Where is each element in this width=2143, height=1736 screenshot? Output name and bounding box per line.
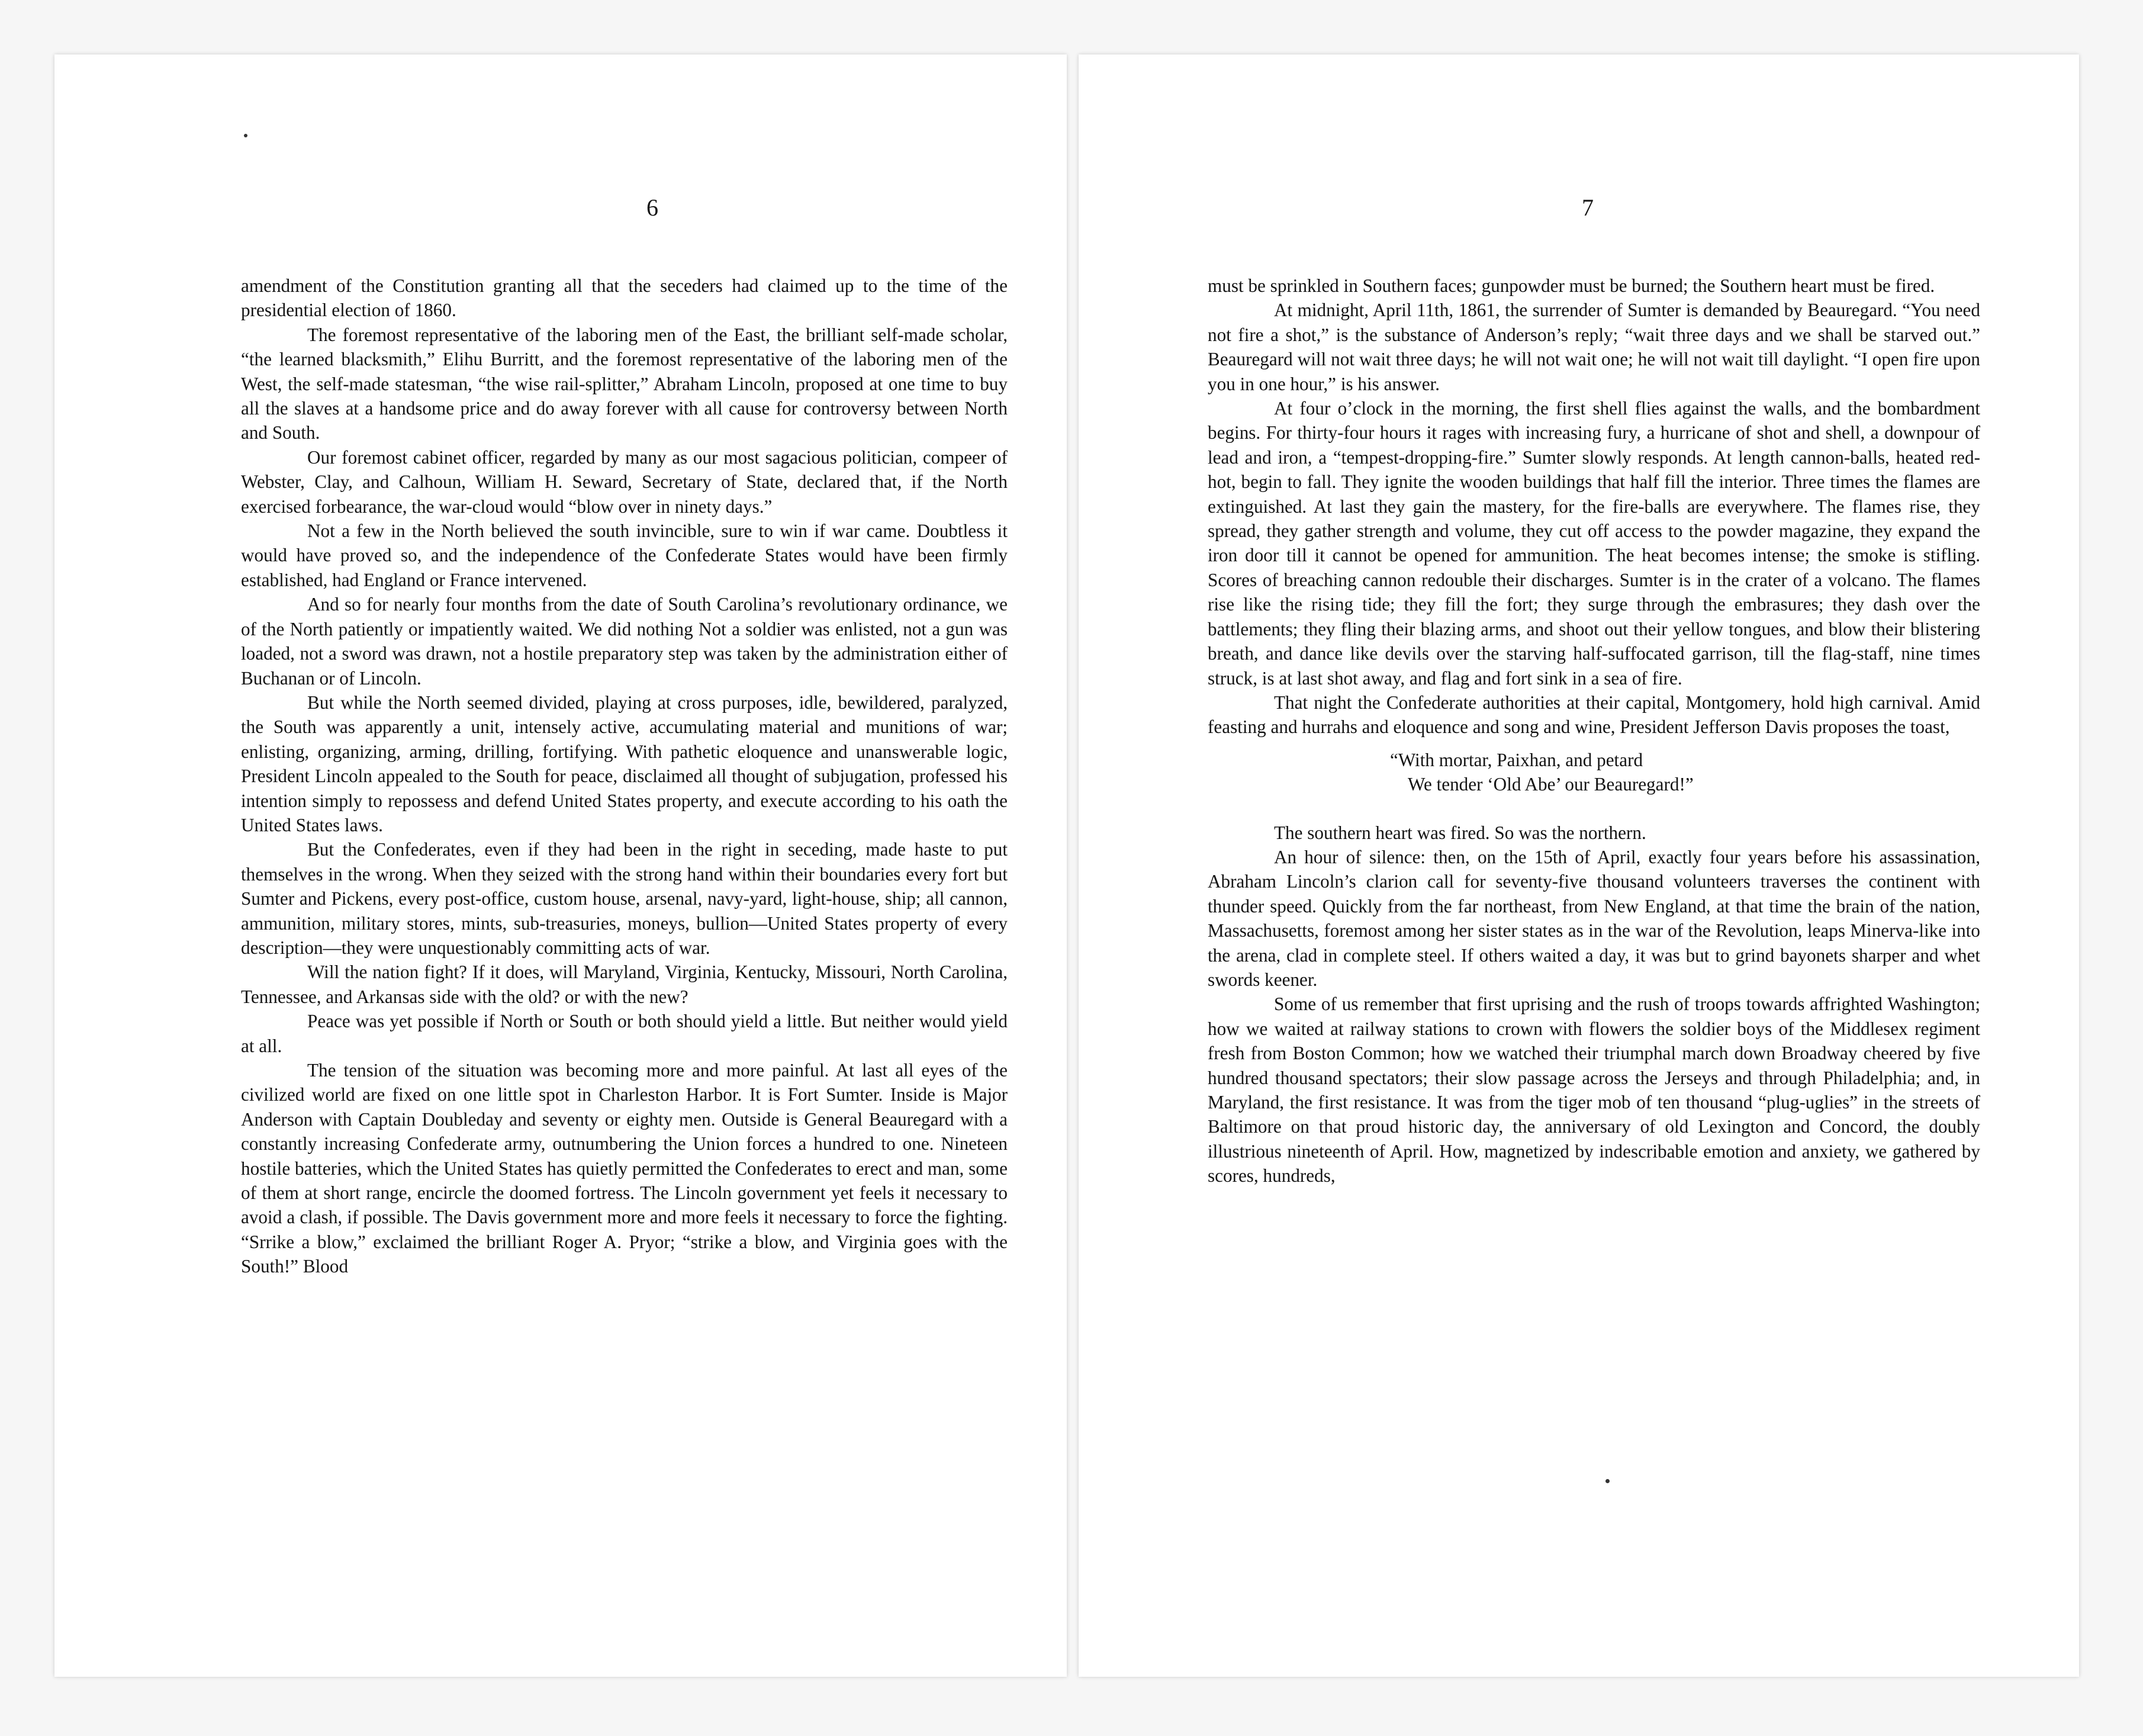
right-page-text	[1208, 274, 1980, 1188]
page-number: 7	[1582, 194, 1594, 221]
paragraph: The foremost representative of the laboring men of the East, the brilliant self-made scholar, “the learned blacksmith,” Elihu Burritt, and the foremost representative of the laboring men of the West, the self-made statesman, “the wise rail-splitter,” Abraham Lincoln, proposed at one time to buy all the slaves at a handsome price and do away forever with all cause for controversy between North and South.	[241, 324, 1008, 443]
paragraph: But while the North seemed divided, playing at cross purposes, idle, bewildered, paralyzed, the South was apparently a unit, intensely active, accumulating material and munitions of war; enlisting, organizing, arming, drilling, fortifying. With pathetic eloquence and unanswerable logic, President Lincoln appealed to the South for peace, disclaimed all thought of subjugation, professed his intention simply to repossess and defend United States property, and execute according to his oath the United States laws.	[241, 692, 1008, 835]
paragraph: The southern heart was fired. So was the northern.	[1274, 822, 1646, 843]
left-page	[54, 54, 1067, 1677]
paragraph: An hour of silence: then, on the 15th of April, exactly four years before his assassination, Abraham Lincoln’s clarion call for seventy-five thousand volunteers traverses the continent with thunder speed. Quickly from the far northeast, from New England, at that time the brain of the nation, Massachusetts, foremost among her sister states as in the war of the Revolution, leaps Minerva-like into the arena, clad in complete steel. If others waited a day, it was but to grind bayonets sharper and whet swords keener.	[1208, 846, 1980, 990]
paragraph: Will the nation fight? If it does, will Maryland, Virginia, Kentucky, Missouri, North Carolina, Tennessee, and Arkansas side with the old? or with the new?	[241, 962, 1008, 1007]
paragraph: Peace was yet possible if North or South or both should yield a little. But neither would yield at all.	[241, 1011, 1008, 1056]
paragraph: That night the Confederate authorities at their capital, Montgomery, hold high carnival. Amid feasting and hurrahs and eloquence and song and wine, President Jefferson Davis proposes the toast,	[1208, 692, 1980, 738]
paragraph: Some of us remember that first uprising and the rush of troops towards affrighted Washington; how we waited at railway stations to crown with flowers the soldier boys of the Middlesex regiment fresh from Boston Common; how we watched their triumphal march down Broadway cheered by five hundred thousand spectators; their slow passage across the Jerseys and through Philadelphia; and, in Maryland, the first resistance. It was from the tiger mob of ten thousand “plug-uglies” in the streets of Baltimore on that proud historic day, the anniversary of old Lexington and Concord, the doubly illustrious nineteenth of April. How, magnetized by indescribable emotion and anxiety, we gathered by scores, hundreds,	[1208, 994, 1980, 1187]
paragraph: The tension of the situation was becoming more and more painful. At last all eyes of the civilized world are fixed on one little spot in Charleston Harbor. It is Fort Sumter. Inside is Major Anderson with Captain Doubleday and seventy or eighty men. Outside is General Beauregard with a constantly increasing Confederate army, outnumbering the Union forces a hundred to one. Nineteen hostile batteries, which the United States has quietly permitted the Confederates to erect and man, some of them at short range, encircle the doomed fortress. The Lincoln government yet feels it necessary to avoid a clash, if possible. The Davis government more and more feels it necessary to force the fighting. “Srrike a blow,” exclaimed the brilliant Roger A. Pryor; “strike a blow, and Virginia goes with the South!” Blood	[241, 1060, 1008, 1277]
paragraph: amendment of the Constitution granting all that the seceders had claimed up to the time of the presidential election of 1860.	[241, 275, 1008, 321]
ink-speck	[244, 134, 247, 137]
verse-line: “With mortar, Paixhan, and petard	[1390, 749, 1643, 770]
paragraph: At midnight, April 11th, 1861, the surrender of Sumter is demanded by Beauregard. “You need not fire a shot,” is the substance of Anderson’s reply; “wait three days and we shall be starved out.” Beauregard will not wait three days; he will not wait one; he will not wait till daylight. “I open fire upon you in one hour,” is his answer.	[1208, 300, 1980, 394]
paragraph: And so for nearly four months from the date of South Carolina’s revolutionary ordinance, we of the North patiently or impatiently waited. We did nothing Not a soldier was enlisted, not a gun was loaded, not a sword was drawn, not a hostile preparatory step was taken by the administration either of Buchanan or of Lincoln.	[241, 594, 1008, 689]
page-number: 6	[646, 194, 658, 221]
paragraph: At four o’clock in the morning, the first shell flies against the walls, and the bombardment begins. For thirty-four hours it rages with increasing fury, a hurricane of shot and shell, a downpour of lead and iron, a “tempest-dropping-fire.” Sumter slowly responds. At length cannon-balls, heated red-hot, begin to fall. They ignite the wooden buildings that half fill the interior. Three times the flames are extinguished. At last they gain the mastery, for the fire-balls are everywhere. The flames rise, they spread, they gather strength and volume, they cut off access to the powder magazine, they expand the iron door till it cannot be opened for ammunition. The heat becomes intense; the smoke is stifling. Scores of breaching cannon redouble their discharges. Sumter is in the crater of a volcano. The flames rise like the rising tide; they fill the fort; they surge through the embrasures; they dash over the battlements; they fling their blazing arms, and shoot out their yellow tongues, and blow their blistering breath, and dance like devils over the starving half-suffocated garrison, till the flag-staff, nine times struck, is at last shot away, and flag and fort sink in a sea of fire.	[1208, 398, 1980, 689]
paragraph: must be sprinkled in Southern faces; gunpowder must be burned; the Southern heart must be fired.	[1208, 275, 1935, 296]
paragraph: Not a few in the North believed the south invincible, sure to win if war came. Doubtless it would have proved so, and the independence of the Confederate States would have been firmly established, had England or France intervened.	[241, 520, 1008, 590]
ink-speck	[1605, 1479, 1610, 1483]
paragraph: But the Confederates, even if they had been in the right in seceding, made haste to put themselves in the wrong. When they seized with the strong hand within their boundaries every fort but Sumter and Pickens, every post-office, custom house, arsenal, navy-yard, light-house, ship; all cannon, ammunition, military stores, mints, sub-treasuries, moneys, bullion—United States property of every description—they were unquestionably committing acts of war.	[241, 839, 1008, 958]
left-page-text	[241, 274, 1008, 1279]
paragraph: Our foremost cabinet officer, regarded by many as our most sagacious politician, compeer of Webster, Clay, and Calhoun, William H. Seward, Secretary of State, declared that, if the North exercised forbearance, the war-cloud would “blow over in ninety days.”	[241, 446, 1008, 517]
verse-line: We tender ‘Old Abe’ our Beauregard!”	[1408, 774, 1694, 795]
right-page	[1079, 54, 2079, 1677]
toast-verse	[1208, 748, 1980, 797]
